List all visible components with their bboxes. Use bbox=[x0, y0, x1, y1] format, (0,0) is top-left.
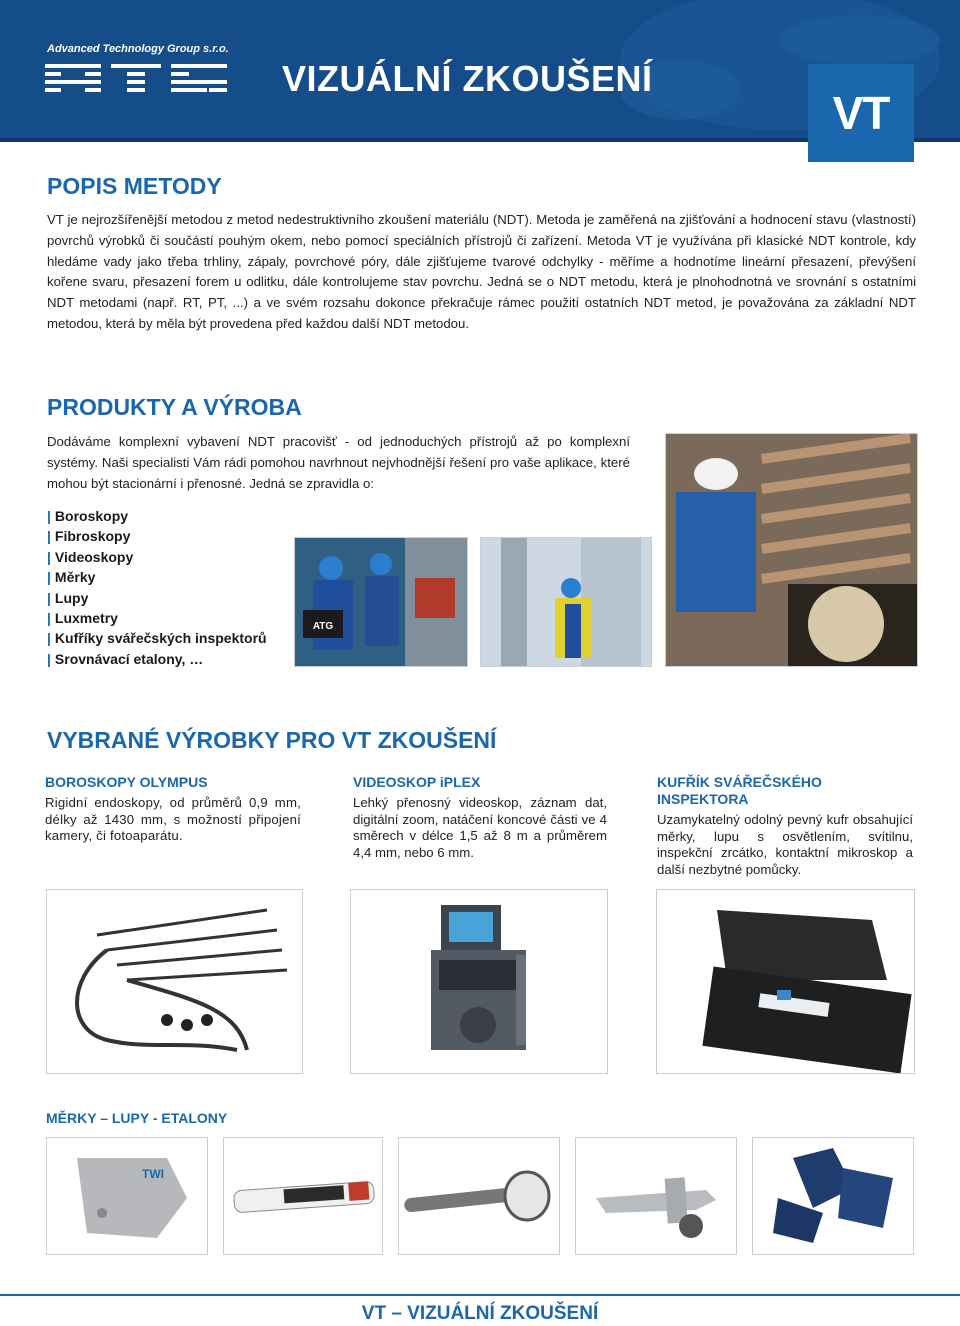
image-magnifier-pen bbox=[223, 1137, 383, 1255]
footer-title: VT – VIZUÁLNÍ ZKOUŠENÍ bbox=[361, 1303, 599, 1324]
footer-divider bbox=[0, 1294, 960, 1296]
product-title: VIDEOSKOP iPLEX bbox=[353, 774, 481, 790]
product-videoskop bbox=[353, 774, 607, 861]
image-etalons bbox=[752, 1137, 914, 1255]
gauge-logo-text: TWI bbox=[142, 1167, 164, 1181]
product-desc: Uzamykatelný odolný pevný kufr obsahující měrky, lupu s osvětlením, svítilnu, inspekční zrcátko, kontaktní mikroskop a další nezbytné pomůcky. bbox=[657, 812, 913, 877]
product-title: BOROSKOPY OLYMPUS bbox=[45, 774, 208, 790]
welding-gauge-illustration bbox=[47, 1138, 207, 1254]
borescope-illustration bbox=[47, 890, 302, 1073]
section-title-merky: MĚRKY – LUPY - ETALONY bbox=[46, 1110, 228, 1126]
product-list bbox=[47, 506, 307, 669]
list-item: | Měrky bbox=[47, 569, 96, 586]
company-name: Advanced Technology Group s.r.o. bbox=[47, 43, 229, 55]
product-kufrik bbox=[657, 774, 913, 878]
inspector-case-illustration bbox=[657, 890, 914, 1073]
atg-logo bbox=[45, 60, 229, 96]
image-caliper bbox=[575, 1137, 737, 1255]
etalon-blocks-illustration bbox=[753, 1138, 913, 1254]
product-desc: Rigidní endoskopy, od průměrů 0,9 mm, délky až 1430 mm, s možností připojení kamery, či fotoaparátu. bbox=[45, 795, 301, 844]
case-logo-text: ATG bbox=[312, 621, 334, 632]
list-item: | Srovnávací etalony, … bbox=[47, 650, 204, 667]
list-item: | Fibroskopy bbox=[47, 528, 131, 545]
page-title: VIZUÁLNÍ ZKOUŠENÍ bbox=[282, 58, 653, 99]
list-item: | Luxmetry bbox=[47, 610, 118, 627]
image-gauge bbox=[46, 1137, 208, 1255]
product-boroskopy bbox=[45, 774, 301, 845]
photo-worker-tower bbox=[480, 537, 652, 667]
photo-inspectors bbox=[294, 537, 468, 667]
image-kufrik bbox=[656, 889, 915, 1074]
popis-text: VT je nejrozšířenější metodou z metod nedestruktivního zkoušení materiálu (NDT). Metoda je zaměřená na zjišťování a hodnocení stavu (vlastností) povrchů výrobků či součástí pouhým okem, nebo pomocí speciálních přístrojů či zařízení. Metoda VT je využívána při klasické NDT kontrole, kdy hledáme vady jako třeba trhliny, zápaly, povrchové póry, dále zjišťujeme tvarové odchylky - měříme a hodnotíme lineární přesazení, převýšení kořene svaru, přesazení forem u odlitku, dále kontrolujeme stav povrchu. Jedná se o NDT metodu, která je plnohodnotná ve srovnání s ostatními NDT metodami (např. RT, PT, ...) a ve svém rozsahu dokonce překračuje rámec použití ostatních NDT metod, je považována za základní NDT metodou, která by měla být provedena před každou další NDT metodou. bbox=[47, 212, 916, 331]
videoscope-illustration bbox=[351, 890, 607, 1073]
worker-illustration bbox=[481, 538, 651, 666]
inspectors-illustration bbox=[295, 538, 467, 666]
list-item: | Lupy bbox=[47, 589, 89, 606]
product-desc: Lehký přenosný videoskop, záznam dat, digitální zoom, natáčení koncové části ve 4 směrech v délce 1,5 až 8 m a průměrem 4,4 mm, nebo 6 mm. bbox=[353, 795, 607, 860]
section-title-vyrobky: VYBRANÉ VÝROBKY PRO VT ZKOUŠENÍ bbox=[47, 727, 497, 753]
section-title-produkty: PRODUKTY A VÝROBA bbox=[47, 394, 302, 420]
image-videoskop bbox=[350, 889, 608, 1074]
list-item: | Kufříky svářečských inspektorů bbox=[47, 630, 267, 647]
pen-magnifier-illustration bbox=[224, 1138, 382, 1254]
image-boroskopy bbox=[46, 889, 303, 1074]
inspector-illustration bbox=[666, 434, 917, 666]
photo-inspector-large bbox=[665, 433, 918, 667]
caliper-illustration bbox=[576, 1138, 736, 1254]
section-title-popis: POPIS METODY bbox=[47, 173, 222, 199]
image-loupe bbox=[398, 1137, 560, 1255]
loupe-illustration bbox=[399, 1138, 559, 1254]
produkty-text: Dodáváme komplexní vybavení NDT pracovišť - od jednoduchých přístrojů až po komplexní systémy. Naši specialisti Vám rádi pomohou navrhnout nejvhodnější řešení pro vaše aplikace, které mohou být stacionární i přenosné. Jedná se zpravidla o: bbox=[47, 434, 630, 491]
list-item: | Videoskopy bbox=[47, 548, 134, 565]
vt-badge: VT bbox=[808, 64, 914, 162]
list-item: | Boroskopy bbox=[47, 508, 129, 524]
product-title: KUFŘÍK SVÁŘEČSKÉHO INSPEKTORA bbox=[657, 774, 822, 807]
